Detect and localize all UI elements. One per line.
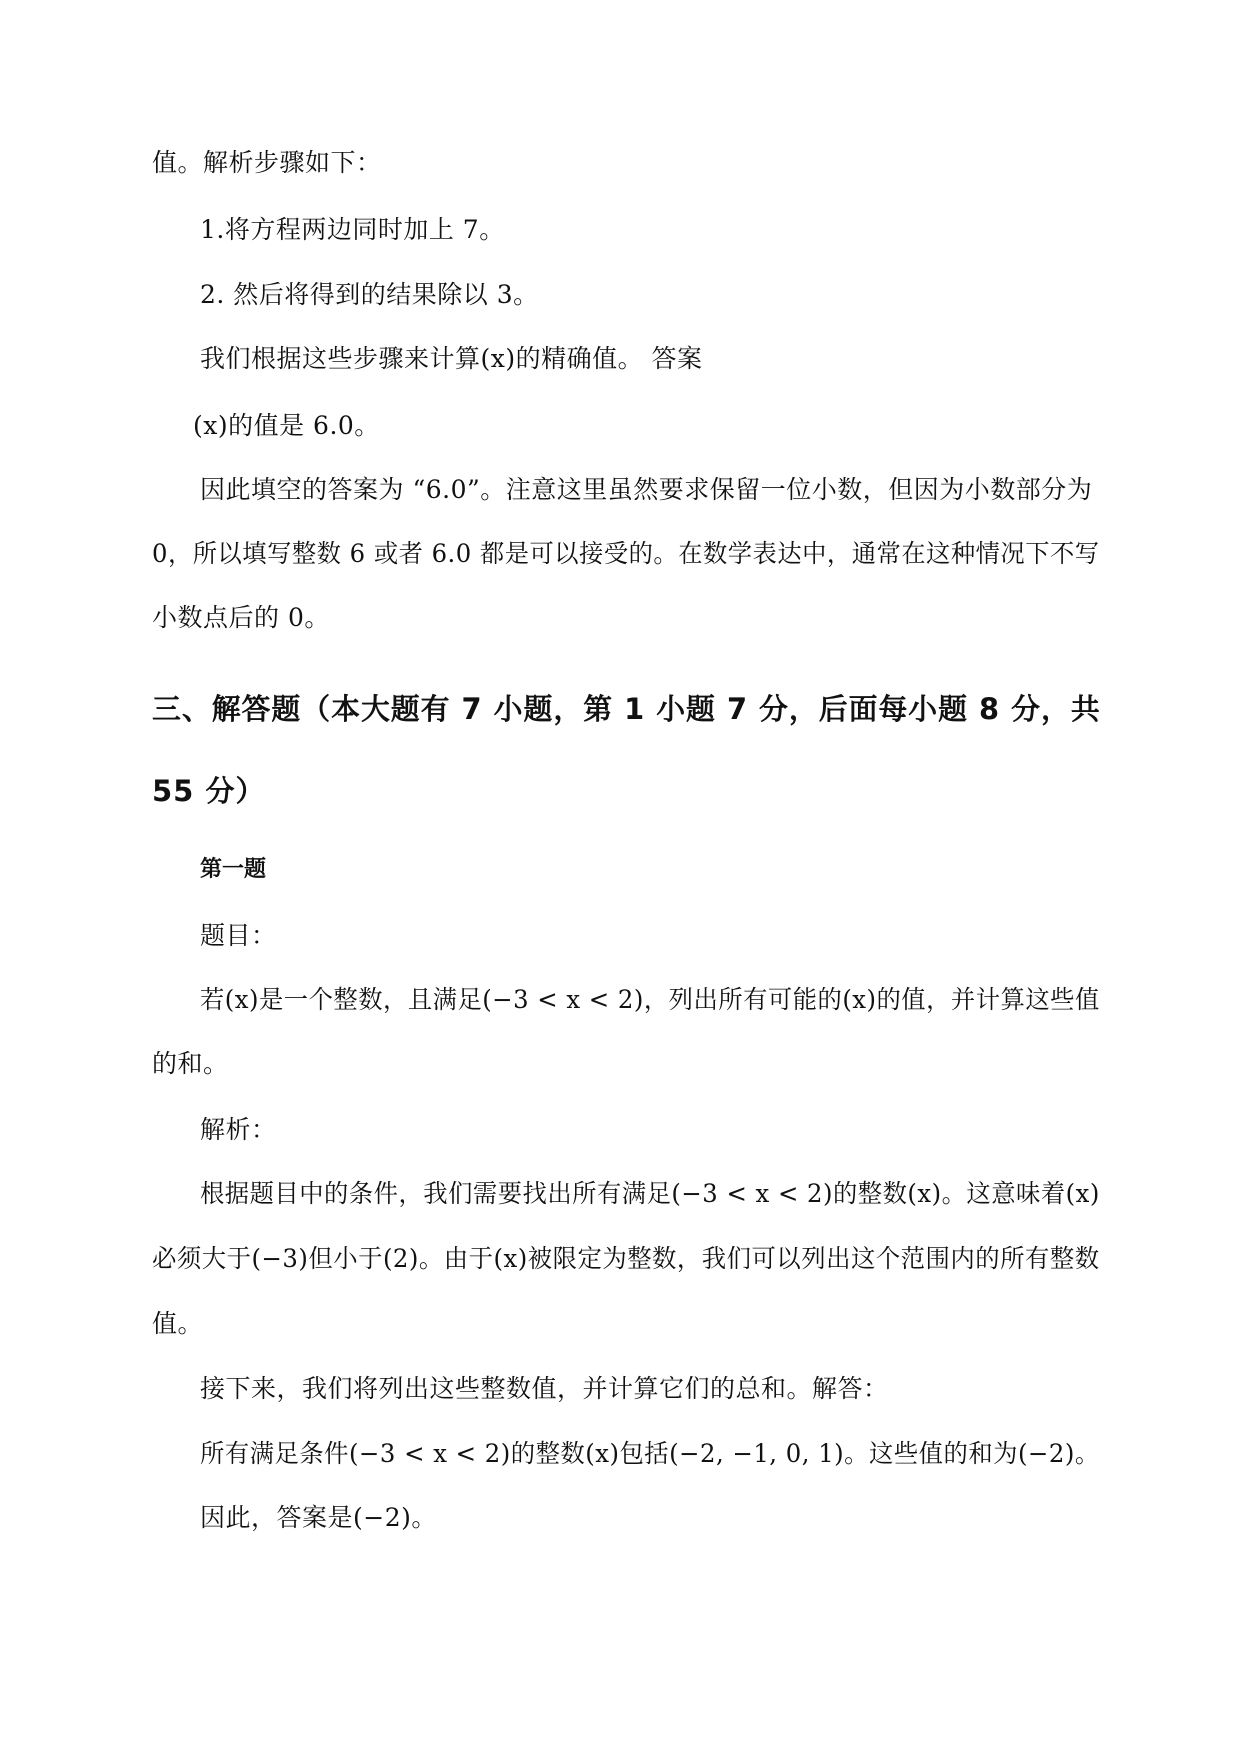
result-text: (x)的值是 6.0。 [193, 411, 380, 440]
step-1-text: 1.将方程两边同时加上 7。 [200, 215, 505, 244]
note-line-3: 小数点后的 0。 [152, 603, 330, 632]
section-heading: 三、解答题（本大题有 7 小题，第 1 小题 7 分，后面每小题 8 分，共 [152, 692, 1101, 726]
note-line-2: 0，所以填写整数 6 或者 6.0 都是可以接受的。在数学表达中，通常在这种情况下不写 [152, 539, 1100, 568]
next-step-text: 接下来，我们将列出这些整数值，并计算它们的总和。解答： [200, 1374, 889, 1403]
prompt-label: 题目： [200, 921, 277, 950]
analysis-label: 解析： [200, 1115, 277, 1144]
prompt-line-1: 若(x)是一个整数，且满足(−3 < x < 2)，列出所有可能的(x)的值，并计算这些值 [200, 985, 1100, 1014]
prompt-line-2: 的和。 [152, 1049, 229, 1078]
analysis-line-2: 必须大于(−3)但小于(2)。由于(x)被限定为整数，我们可以列出这个范围内的所有整数 [152, 1244, 1100, 1273]
text-line: 值。解析步骤如下： [152, 148, 382, 177]
analysis-line-1: 根据题目中的条件，我们需要找出所有满足(−3 < x < 2)的整数(x)。这意味着(x) [200, 1179, 1100, 1208]
note-line-1: 因此填空的答案为 “6.0”。注意这里虽然要求保留一位小数，但因为小数部分为 [200, 475, 1093, 504]
step-2-text: 2. 然后将得到的结果除以 3。 [200, 280, 539, 309]
answer-text: 所有满足条件(−3 < x < 2)的整数(x)包括(−2, −1, 0, 1)。这些值的和为(−2)。 [200, 1439, 1100, 1468]
conclusion-text: 因此，答案是(−2)。 [200, 1503, 437, 1532]
section-heading-line-2: 55 分） [152, 774, 266, 808]
compute-text: 我们根据这些步骤来计算(x)的精确值。 答案 [200, 344, 703, 373]
analysis-line-3: 值。 [152, 1309, 204, 1338]
question-title: 第一题 [200, 857, 267, 882]
